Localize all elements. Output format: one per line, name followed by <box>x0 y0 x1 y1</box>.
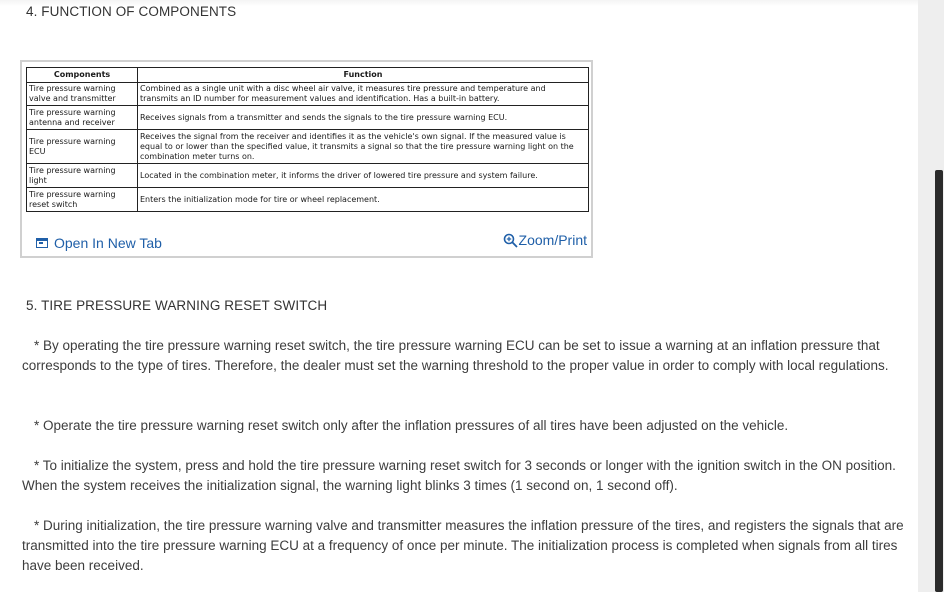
components-table <box>26 67 589 212</box>
components-figure <box>20 60 593 258</box>
open-in-new-tab-label: Open In New Tab <box>54 235 162 251</box>
scrollbar-thumb[interactable] <box>935 170 943 592</box>
paragraph <box>22 456 910 496</box>
table-row <box>27 83 589 106</box>
paragraph <box>22 336 910 376</box>
zoom-print-link[interactable] <box>503 232 587 248</box>
paragraph-text: * Operate the tire pressure warning reset switch only after the inflation pressures of all tires have been adjusted on the vehicle. <box>34 418 789 433</box>
component-name-line2: light <box>29 175 47 185</box>
paragraph <box>22 516 910 576</box>
component-name-line2: ECU <box>29 146 46 156</box>
section-4-title: 4. FUNCTION OF COMPONENTS <box>26 4 237 19</box>
component-name-line1: Tire pressure warning <box>29 107 116 117</box>
figure-links <box>32 232 587 254</box>
function-cell: Receives signals from a transmitter and sends the signals to the tire pressure warning ECU. <box>138 106 589 130</box>
section-5-title: 5. TIRE PRESSURE WARNING RESET SWITCH <box>26 298 328 313</box>
function-cell: Combined as a single unit with a disc wheel air valve, it measures tire pressure and temperature and transmits an ID number for measurement values and identification. Has a built-in battery. <box>138 83 589 106</box>
paragraph <box>22 416 910 436</box>
paragraph-text: * During initialization, the tire pressure warning valve and transmitter measures the inflation pressure of the tires, and registers the signals that are transmitted into the tire pressure warning ECU at a frequency of once per minute. The initialization process is completed when signals from all tires have been received. <box>22 518 904 573</box>
component-name-line1: Tire pressure warning <box>29 165 116 175</box>
zoom-print-label: Zoom/Print <box>518 232 587 248</box>
table-row <box>27 106 589 130</box>
component-name-line1: Tire pressure warning <box>29 136 116 146</box>
function-cell: Receives the signal from the receiver and identifies it as the vehicle's own signal. If the measured value is equal to or lower than the specified value, it transmits a signal so that the tire pressure warning light on the combination meter turns on. <box>138 130 589 164</box>
component-cell <box>27 130 138 164</box>
table-row <box>27 164 589 188</box>
component-name-line2: antenna and receiver <box>29 117 115 127</box>
component-cell <box>27 188 138 212</box>
component-name-line1: Tire pressure warning <box>29 189 116 199</box>
function-cell: Enters the initialization mode for tire or wheel replacement. <box>138 188 589 212</box>
table-header-row <box>27 68 589 83</box>
component-name-line1: Tire pressure warning <box>29 84 116 93</box>
component-cell <box>27 164 138 188</box>
component-cell <box>27 106 138 130</box>
component-cell <box>27 83 138 106</box>
header-function: Function <box>138 68 589 83</box>
component-name-line2: valve and transmitter <box>29 94 116 103</box>
header-components: Components <box>27 68 138 83</box>
table-row <box>27 130 589 164</box>
table-row <box>27 188 589 212</box>
function-cell: Located in the combination meter, it informs the driver of lowered tire pressure and system failure. <box>138 164 589 188</box>
open-in-new-tab-link[interactable] <box>36 235 162 251</box>
paragraph-text: * By operating the tire pressure warning reset switch, the tire pressure warning ECU can be set to issue a warning at an inflation pressure that corresponds to the type of tires. Therefore, the dealer must set the warning threshold to the proper value in order to comply with local regulations. <box>22 338 889 373</box>
component-name-line2: reset switch <box>29 199 78 209</box>
zoom-magnifier-icon <box>503 233 518 248</box>
open-new-tab-icon <box>36 238 48 248</box>
paragraph-text: * To initialize the system, press and hold the tire pressure warning reset switch for 3 seconds or longer with the ignition switch in the ON position. When the system receives the initialization signal, the warning light blinks 3 times (1 second on, 1 second off). <box>22 458 896 493</box>
